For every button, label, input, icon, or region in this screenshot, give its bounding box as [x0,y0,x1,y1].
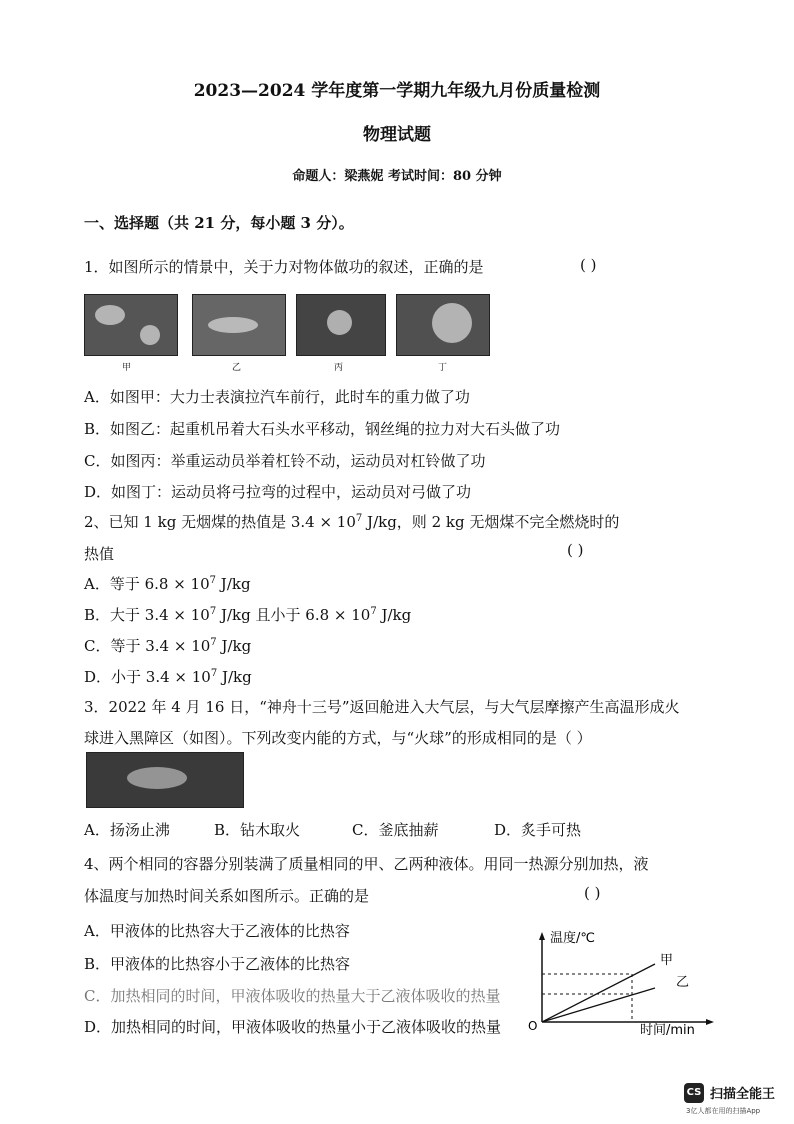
section-heading: 一、选择题（共 21 分，每小题 3 分）。 [84,214,354,232]
q1-caption-ding: 丁 [438,363,448,373]
q4-graph-y-arrow [539,932,545,940]
q3-option-d: D．炙手可热 [494,821,582,839]
q4-graph-x-arrow [706,1019,714,1025]
author-line: 命题人：梁燕妮 考试时间：80 分钟 [292,169,502,184]
q1-photo-bing [296,294,386,356]
q3-photo-fireball [86,752,244,808]
q1-caption-jia: 甲 [122,363,132,373]
q4-temperature-graph [520,926,720,1036]
scanner-app-name: 扫描全能王 [710,1087,776,1102]
q3-line2: 球进入黑障区（如图）。下列改变内能的方式，与“火球”的形成相同的是（ ） [84,729,592,747]
q3-option-c: C．釜底抽薪 [352,821,439,839]
q4-graph-origin: O [528,1019,538,1033]
q3-option-a: A．扬汤止沸 [84,821,170,839]
scanner-logo-icon: CS [684,1083,704,1103]
q2-option-a: A．等于 $6.8 \times 10^7$ J/kg [84,575,251,593]
q4-line2: 体温度与加热时间关系如图所示。正确的是 [84,887,370,905]
q1-photo-ding [396,294,490,356]
exam-subtitle: 物理试题 [363,125,431,145]
q1-option-b: B．如图乙：起重机吊着大石头水平移动，钢丝绳的拉力对大石头做了功 [84,420,561,438]
q2-stem: 2、已知 1 kg 无烟煤的热值是 $3.4 \times 10^7$ J/kg，则 2 kg 无烟煤不完全燃烧时的 [84,513,620,531]
q1-stem: 1．如图所示的情景中，关于力对物体做功的叙述，正确的是 [84,258,484,276]
q4-line1: 4、两个相同的容器分别装满了质量相同的甲、乙两种液体。用同一热源分别加热，液 [84,855,649,873]
q2-option-d: D．小于 $3.4 \times 10^7$ J/kg [84,668,252,686]
q2-stem-line2: 热值 [84,545,115,563]
q2-option-b: B．大于 $3.4 \times 10^7$ J/kg 且小于 $6.8 \times 10^7$ J/kg [84,606,412,624]
q1-caption-bing: 丙 [334,363,344,373]
q1-option-a: A．如图甲：大力士表演拉汽车前行，此时车的重力做了功 [84,388,470,406]
q4-graph-x-label: 时间/min [640,1023,695,1036]
q4-option-b: B．甲液体的比热容小于乙液体的比热容 [84,955,351,973]
q4-answer-paren: ( ) [584,884,601,902]
q1-answer-paren: ( ) [580,256,597,274]
q4-graph-label-yi: 乙 [676,975,690,990]
q4-option-c: C．加热相同的时间，甲液体吸收的热量大于乙液体吸收的热量 [84,987,501,1005]
q1-option-c: C．如图丙：举重运动员举着杠铃不动，运动员对杠铃做了功 [84,452,486,470]
q4-option-d: D．加热相同的时间，甲液体吸收的热量小于乙液体吸收的热量 [84,1018,502,1036]
q1-option-d: D．如图丁：运动员将弓拉弯的过程中，运动员对弓做了功 [84,483,472,501]
q3-line1: 3．2022 年 4 月 16 日，“神舟十三号”返回舱进入大气层，与大气层摩擦产生高温形成火 [84,698,680,716]
scanner-app-tagline: 3亿人都在用的扫描App [686,1107,761,1115]
q1-photo-jia [84,294,178,356]
q4-graph-y-label: 温度/℃ [550,931,595,946]
exam-title: 2023—2024 学年度第一学期九年级九月份质量检测 [193,81,601,101]
q4-graph-label-jia: 甲 [660,953,674,968]
q2-answer-paren: ( ) [567,541,584,559]
q1-photo-yi [192,294,286,356]
q2-option-c: C．等于 $3.4 \times 10^7$ J/kg [84,637,252,655]
q4-option-a: A．甲液体的比热容大于乙液体的比热容 [84,922,350,940]
q3-option-b: B．钻木取火 [214,821,301,839]
q1-caption-yi: 乙 [232,363,242,373]
